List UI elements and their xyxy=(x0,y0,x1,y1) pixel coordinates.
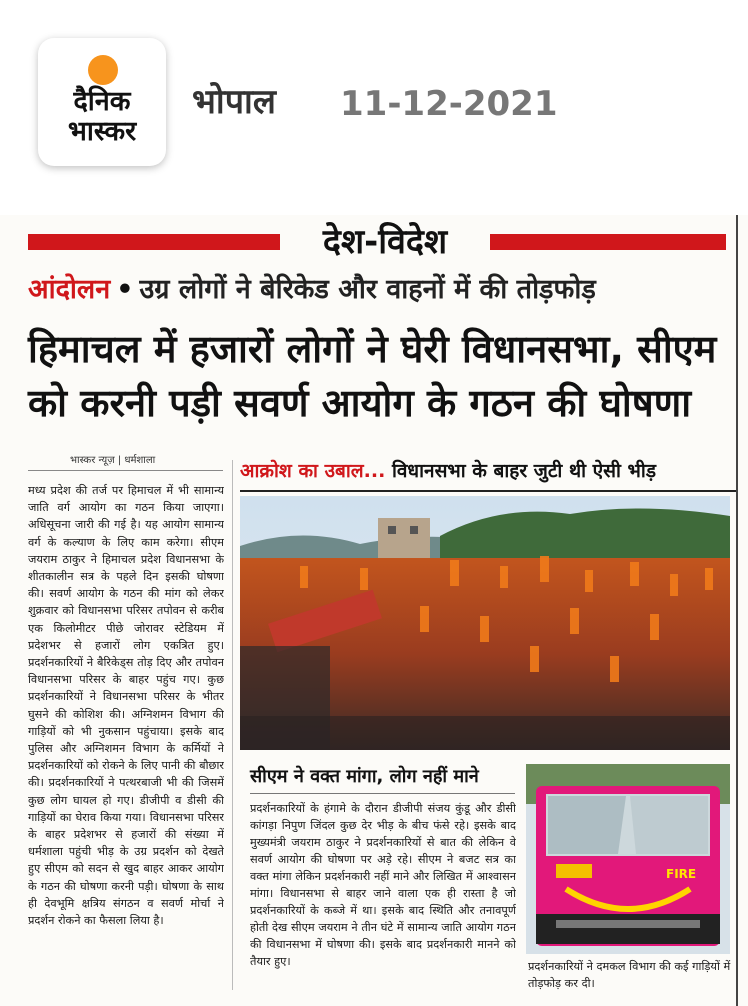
kicker-text: उग्र लोगों ने बेरिकेड और वाहनों में की तोड़फोड़ xyxy=(139,274,596,305)
photo-caption-heading xyxy=(240,456,740,486)
fire-truck-caption: प्रदर्शनकारियों ने दमकल विभाग की कई गाड़ियों में तोड़फोड़ कर दी। xyxy=(528,960,731,990)
sidebar-headline: सीएम ने वक्त मांगा, लोग नहीं माने xyxy=(250,766,479,787)
sidebar-rule xyxy=(250,793,515,794)
edition-date: 11-12-2021 xyxy=(340,84,558,124)
photo-caption-text: विधानसभा के बाहर जुटी थी ऐसी भीड़ xyxy=(391,460,656,482)
fire-truck-image xyxy=(526,764,730,954)
section-bar-left xyxy=(28,234,280,250)
logo-sun-icon xyxy=(88,55,118,85)
kicker-label: आंदोलन xyxy=(28,274,111,305)
byline-rule xyxy=(28,470,223,471)
logo-text-line2: भास्कर xyxy=(67,116,137,147)
photo-caption-label: आक्रोश का उबाल... xyxy=(240,460,386,482)
main-headline: हिमाचल में हजारों लोगों ने घेरी विधानसभा, सीएम को करनी पड़ी सवर्ण आयोग के गठन की घोषणा xyxy=(28,327,717,425)
dainik-bhaskar-logo[interactable] xyxy=(38,38,166,166)
crowd-photo[interactable] xyxy=(240,496,730,750)
logo-text-line1: दैनिक xyxy=(73,86,131,117)
masthead xyxy=(0,0,748,215)
page-edge-line xyxy=(736,215,738,1006)
section-title: देश-विदेश xyxy=(322,222,448,262)
article-body: मध्य प्रदेश की तर्ज पर हिमाचल में भी सामान्य जाति वर्ग आयोग का गठन किया जाएगा। अधिसूचना जारी की गई है। यह आयोग सामान्य वर्ग के कल्याण के लिए काम करेगा। सीएम जयराम ठाकुर ने हिमाचल प्रदेश विधानसभा के शीतकालीन सत्र के पहले दिन इसकी घोषणा की। सवर्ण आयोग के गठन की मांग को लेकर शुक्रवार को विधानसभा परिसर तपोवन से करीब एक किलोमीटर पीछे जोरावर स्टेडियम में प्रदेशभर से हजारों लोग एकत्रित हुए। प्रदर्शनकारियों ने बैरिकेड्स तोड़ दिए और तपोवन विधानसभा परिसर के बाहर पहुंच गए। कुछ प्रदर्शनकारियों ने विधानसभा परिसर के भीतर घुसने की कोशिश की। अग्निशमन विभाग की गाड़ियों को भी नुकसान पहुंचाया। इसके बाद पुलिस और अग्निशमन विभाग के कर्मियों ने प्रदर्शनकारियों को रोकने के लिए पानी की बौछार की। प्रदर्शनकारियों ने पत्थरबाजी भी की जिसमें कुछ लोग घायल हो गए। डीजीपी व डीसी की गाड़ियों का घेराव किया गया। विधानसभा परिसर के बाहर प्रदेशभर से हजारों की संख्या में धर्मशाला पहुंची भीड़ के उग्र प्रदर्शन को देखते हुए सीएम को सदन से खुद बाहर आकर आयोग के गठन की घोषणा करनी पड़ी। घोषणा के साथ ही देवभूमि क्षत्रिय संगठन व सवर्ण मोर्चा ने प्रदर्शन रोकने का फैसला लिया है। xyxy=(28,484,224,928)
byline: भास्कर न्यूज़ | धर्मशाला xyxy=(70,455,156,466)
fire-truck-photo[interactable] xyxy=(526,764,730,954)
caption-rule xyxy=(240,490,736,492)
edition-city: भोपाल xyxy=(192,82,276,122)
section-bar-right xyxy=(490,234,726,250)
sidebar-body: प्रदर्शनकारियों के हंगामे के दौरान डीजीपी संजय कुंडू और डीसी कांगड़ा निपुण जिंदल कुछ देर भीड़ के बीच फंसे रहे। इसके बाद मुख्यमंत्री जयराम ठाकुर ने प्रदर्शनकारियों से बात की लेकिन वे सवर्ण आयोग की घोषणा पर अड़े रहे। सीएम ने बजट सत्र का वक्त मांगा लेकिन प्रदर्शनकारी नहीं माने और लिखित में आश्वासन मांगा। विधानसभा से बाहर जाने वाला एक ही रास्ता है जो प्रदर्शनकारियों के कब्जे में था। इसके बाद स्थिति और तनावपूर्ण होती देख सीएम जयराम ने तीन घंटे में सामान्य जाति आयोग गठन की विधानसभा में घोषणा की। इसके बाद प्रदर्शनकारी मानने को तैयार हुए। xyxy=(250,802,516,968)
truck-fire-text: FIRE xyxy=(666,867,697,881)
column-divider xyxy=(232,460,233,990)
kicker-bullet: • xyxy=(116,274,134,305)
kicker xyxy=(28,270,738,310)
crowd-photo-image xyxy=(240,496,730,750)
